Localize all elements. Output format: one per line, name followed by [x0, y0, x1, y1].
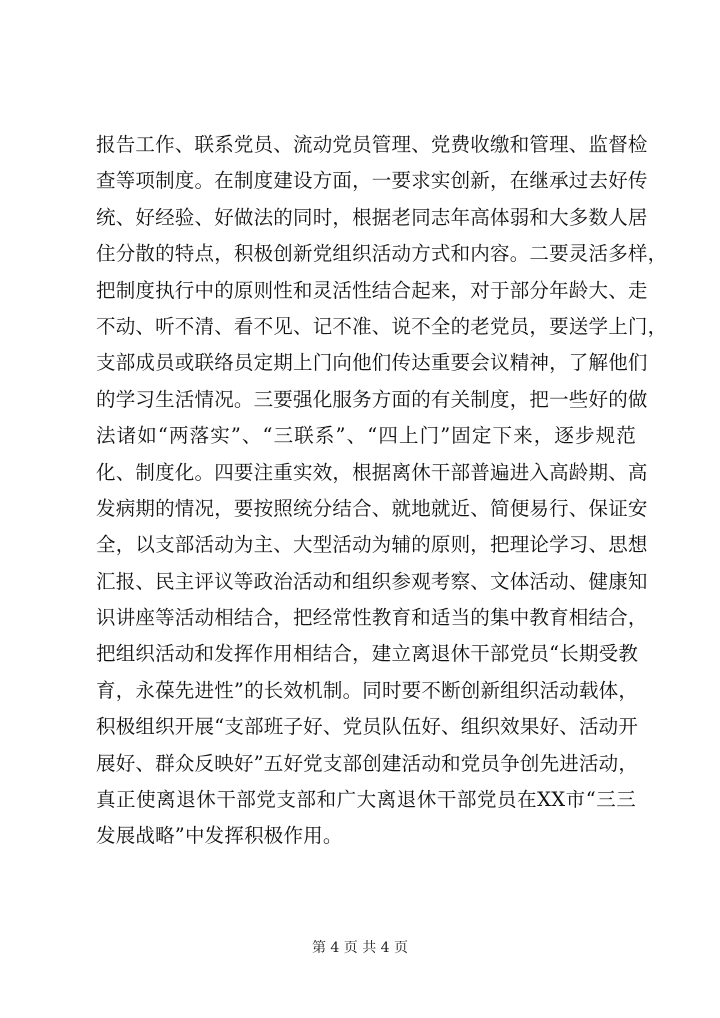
- text-line: 真正使离退休干部党支部和广大离退休干部党员在XX市“三三: [96, 788, 636, 812]
- text-line: 把制度执行中的原则性和灵活性结合起来，对于部分年龄大、走: [96, 278, 648, 302]
- text-line: 化、制度化。四要注重实效，根据离休干部普遍进入高龄期、高: [96, 460, 648, 484]
- text-line: 法诸如“两落实”、“三联系”、“四上门”固定下来，逐步规范: [96, 424, 636, 448]
- text-line: 查等项制度。在制度建设方面，一要求实创新，在继承过去好传: [96, 169, 648, 193]
- text-line: 支部成员或联络员定期上门向他们传达重要会议精神，了解他们: [96, 351, 648, 375]
- page-indicator: 第 4 页 共 4 页: [311, 940, 409, 956]
- text-line: 报告工作、联系党员、流动党员管理、党费收缴和管理、监督检: [96, 133, 648, 156]
- text-line: 发展战略”中发挥积极作用。: [96, 824, 343, 848]
- text-line: 识讲座等活动相结合，把经常性教育和适当的集中教育相结合，: [96, 606, 648, 630]
- text-line: 汇报、民主评议等政治活动和组织参观考察、文体活动、健康知: [96, 569, 648, 593]
- text-line: 把组织活动和发挥作用相结合，建立离退休干部党员“长期受教: [96, 642, 639, 666]
- text-line: 发病期的情况，要按照统分结合、就地就近、简便易行、保证安: [96, 496, 648, 520]
- text-line: 积极组织开展“支部班子好、党员队伍好、组织效果好、活动开: [96, 715, 639, 739]
- text-line: 全，以支部活动为主、大型活动为辅的原则，把理论学习、思想: [96, 533, 648, 557]
- body-paragraph: [96, 127, 668, 855]
- text-line: 住分散的特点，积极创新党组织活动方式和内容。二要灵活多样，: [96, 242, 668, 266]
- text-line: 育，永葆先进性”的长效机制。同时要不断创新组织活动载体，: [96, 678, 639, 702]
- text-line: 不动、听不清、看不见、记不准、说不全的老党员，要送学上门，: [96, 314, 668, 338]
- page-footer: [0, 938, 720, 958]
- text-line: 展好、群众反映好”五好党支部创建活动和党员争创先进活动，: [96, 751, 639, 775]
- text-line: 的学习生活情况。三要强化服务方面的有关制度，把一些好的做: [96, 387, 648, 411]
- text-line: 统、好经验、好做法的同时，根据老同志年高体弱和大多数人居: [96, 205, 648, 229]
